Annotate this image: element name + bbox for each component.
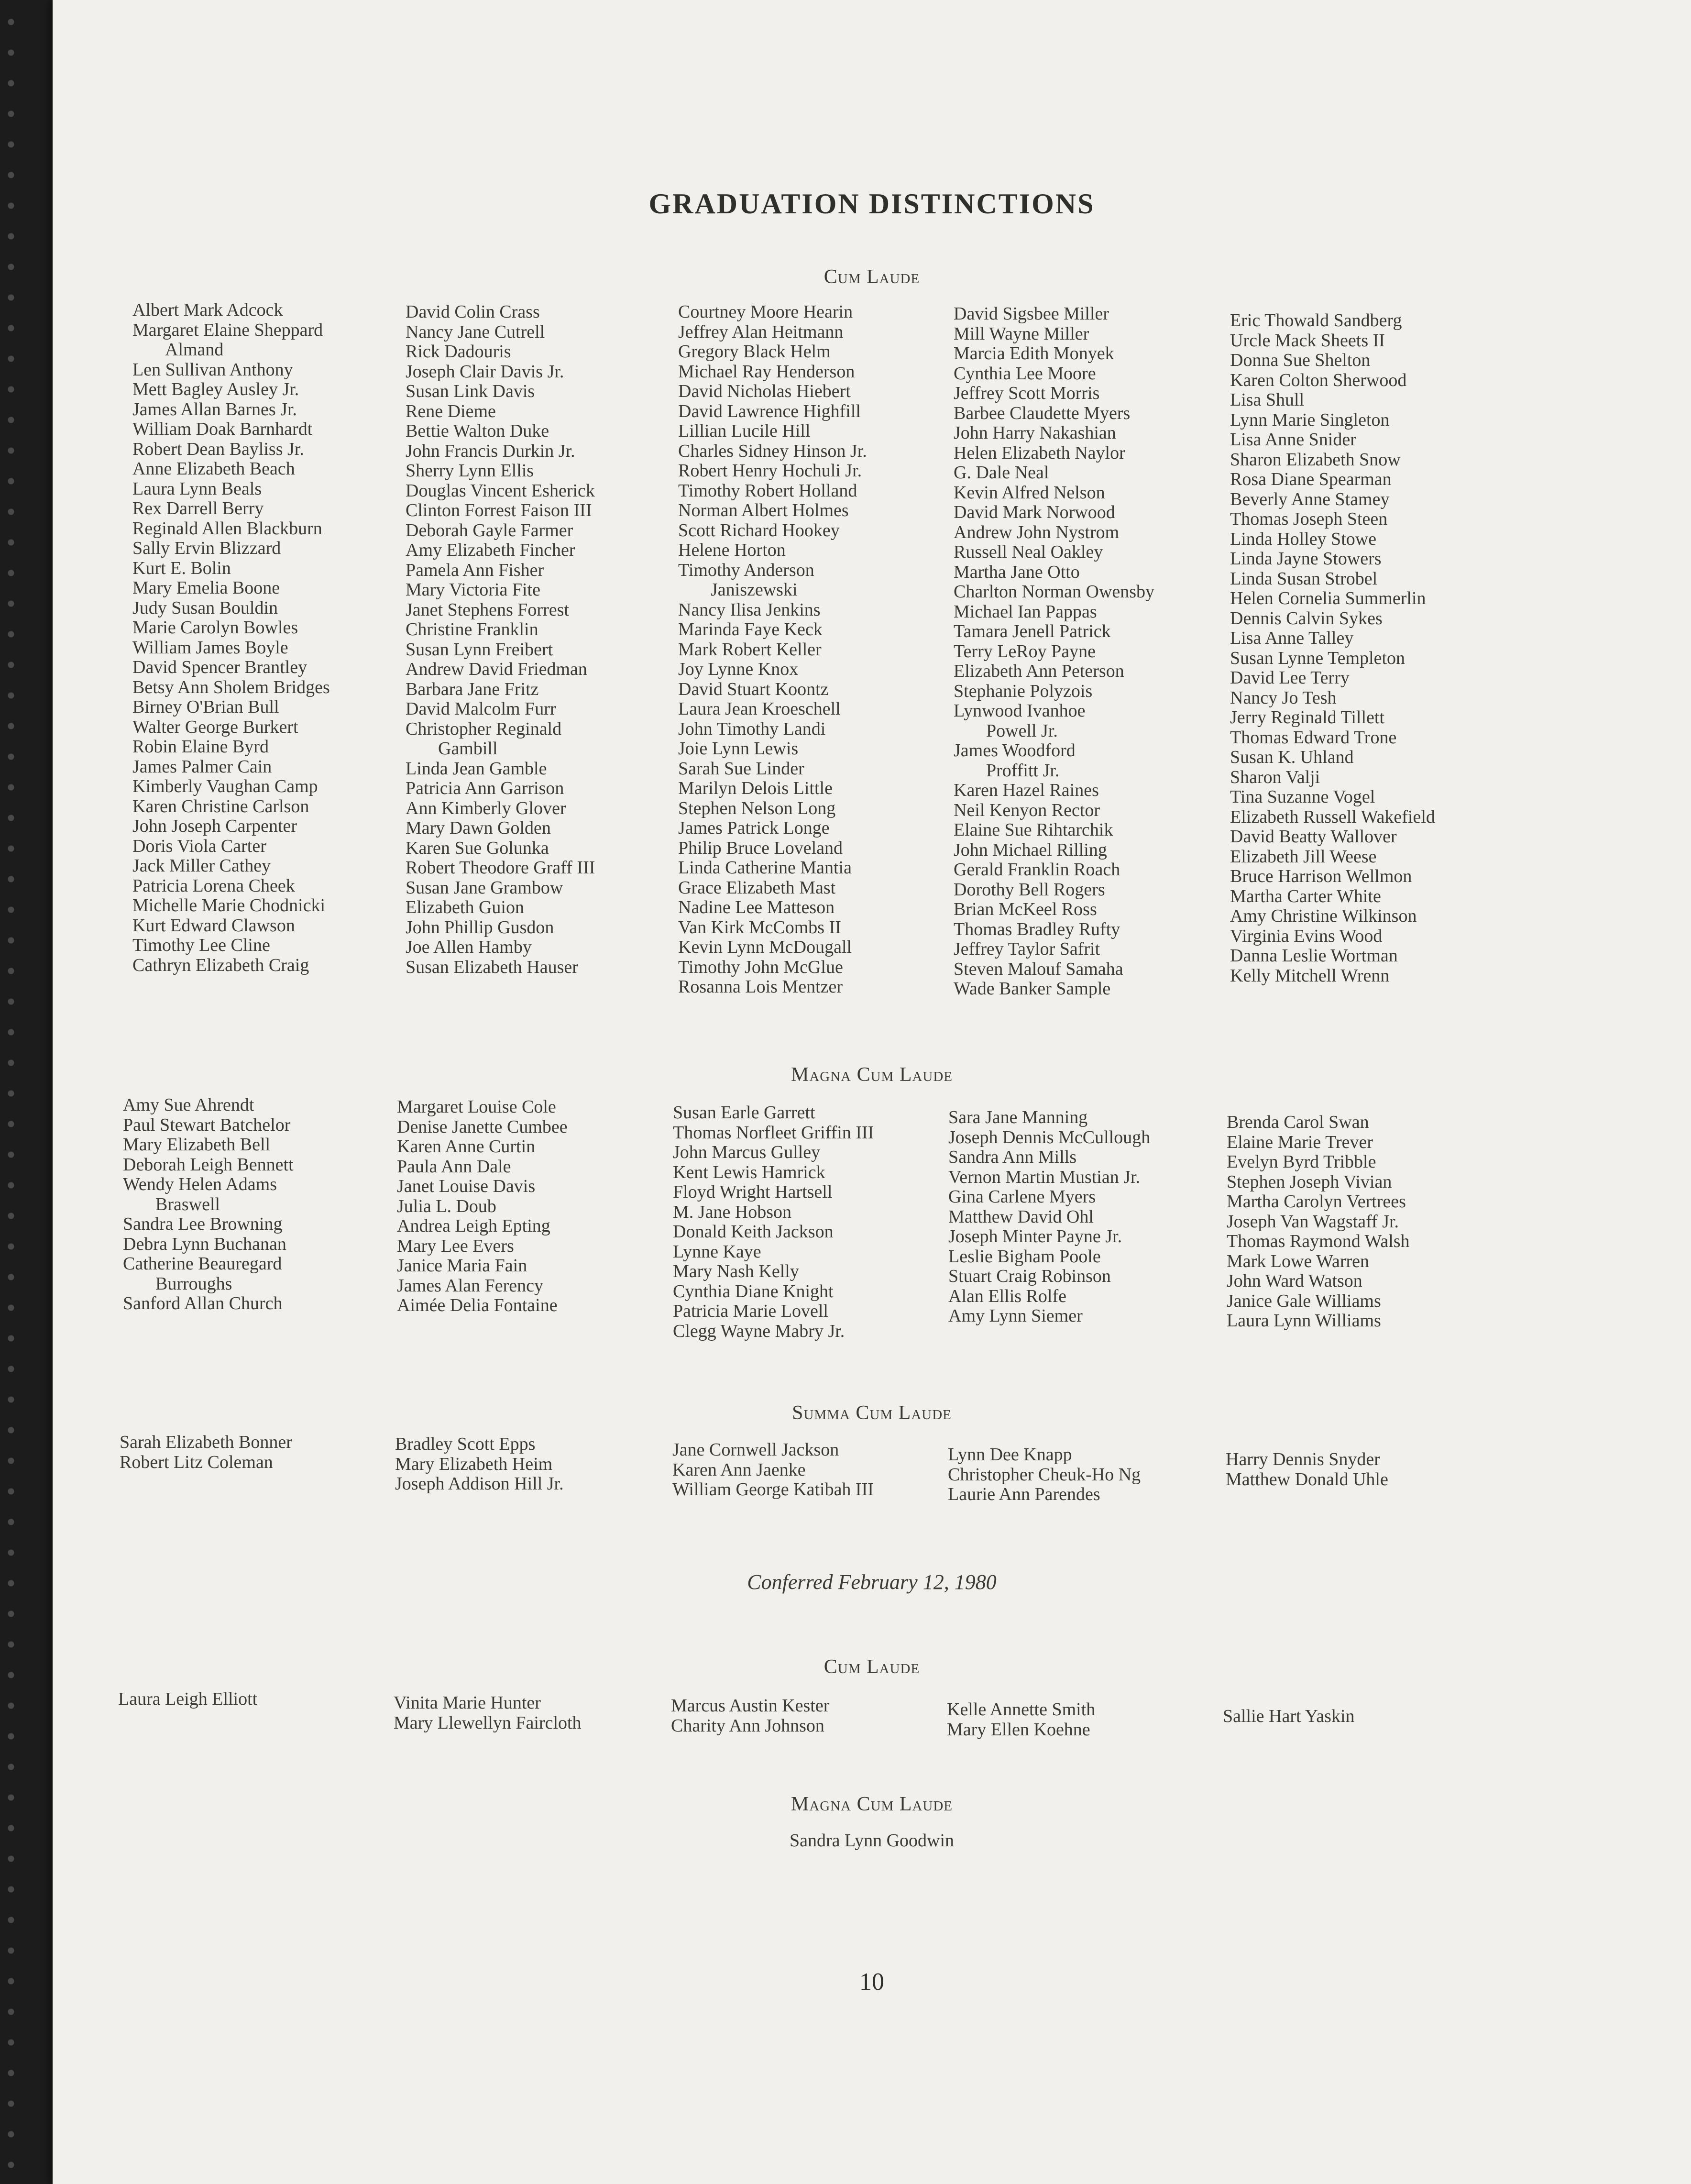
honoree-name: Lynne Kaye <box>673 1241 761 1262</box>
honoree-name: Clegg Wayne Mabry Jr. <box>673 1321 845 1341</box>
honoree-name: Clinton Forrest Faison III <box>406 500 592 520</box>
honoree-name: Kevin Alfred Nelson <box>954 482 1105 503</box>
honoree-name: Laura Leigh Elliott <box>118 1689 258 1709</box>
honoree-name: Lynwood Ivanhoe <box>954 701 1086 721</box>
honoree-name: Marinda Faye Keck <box>678 619 823 640</box>
honoree-name: Donald Keith Jackson <box>673 1222 834 1242</box>
honoree-name: Dennis Calvin Sykes <box>1230 608 1383 629</box>
honoree-name: Joseph Van Wagstaff Jr. <box>1227 1211 1399 1232</box>
honoree-name: Mark Lowe Warren <box>1227 1251 1370 1271</box>
honoree-name: Powell Jr. <box>986 720 1058 741</box>
honoree-name: Sharon Elizabeth Snow <box>1230 449 1401 470</box>
honoree-name: Kent Lewis Hamrick <box>673 1162 825 1182</box>
honoree-name: Susan Link Davis <box>406 381 535 401</box>
honoree-name: Virginia Evins Wood <box>1230 926 1383 946</box>
honoree-name: Thomas Edward Trone <box>1230 727 1397 748</box>
feb-magna-name: Sandra Lynn Goodwin <box>789 1831 955 1851</box>
honoree-name: Sandra Ann Mills <box>948 1147 1077 1167</box>
honoree-name: Rex Darrell Berry <box>132 498 264 518</box>
honoree-name: Kelle Annette Smith <box>947 1699 1096 1720</box>
honoree-name: Robert Henry Hochuli Jr. <box>678 461 862 481</box>
honoree-name: Marcia Edith Monyek <box>954 343 1114 364</box>
honoree-name: Grace Elizabeth Mast <box>678 877 836 898</box>
honoree-name: Ann Kimberly Glover <box>406 798 566 818</box>
honoree-name: David Colin Crass <box>406 302 540 322</box>
honoree-name: Sarah Sue Linder <box>678 758 804 779</box>
name-column <box>1226 1450 1493 1489</box>
honoree-name: Betsy Ann Sholem Bridges <box>132 677 330 697</box>
honoree-name: Joseph Addison Hill Jr. <box>395 1474 564 1494</box>
honoree-name: Patricia Marie Lovell <box>673 1301 828 1321</box>
honoree-name: Amy Lynn Siemer <box>948 1306 1083 1326</box>
name-column <box>406 302 673 977</box>
heading-cum-laude: Cum Laude <box>824 266 920 288</box>
honoree-name: Mary Elizabeth Heim <box>395 1454 553 1474</box>
honoree-name: Sanford Allan Church <box>123 1293 283 1313</box>
name-column <box>678 302 946 997</box>
honoree-name: Charity Ann Johnson <box>671 1715 824 1736</box>
honoree-name: Margaret Louise Cole <box>397 1097 556 1117</box>
honoree-name: Denise Janette Cumbee <box>397 1116 568 1137</box>
honoree-name: Reginald Allen Blackburn <box>132 518 322 539</box>
honoree-name: Matthew David Ohl <box>948 1206 1094 1227</box>
honoree-name: Karen Anne Curtin <box>397 1136 536 1157</box>
honoree-name: Nancy Jane Cutrell <box>406 321 545 342</box>
honoree-name: Mary Lee Evers <box>397 1235 514 1256</box>
honoree-name: Leslie Bigham Poole <box>948 1246 1101 1267</box>
honoree-name: John Phillip Gusdon <box>406 917 554 938</box>
honoree-name: Julia L. Doub <box>397 1196 496 1216</box>
honoree-name: Susan K. Uhland <box>1230 747 1354 767</box>
honoree-name: John Marcus Gulley <box>673 1142 821 1162</box>
honoree-name: Christopher Cheuk-Ho Ng <box>948 1464 1141 1485</box>
honoree-name: Susan Elizabeth Hauser <box>406 957 578 977</box>
honoree-name: Neil Kenyon Rector <box>954 800 1100 820</box>
honoree-name: Thomas Joseph Steen <box>1230 509 1388 529</box>
honoree-name: Barbara Jane Fritz <box>406 679 539 699</box>
page-title: GRADUATION DISTINCTIONS <box>648 188 1095 220</box>
honoree-name: Karen Colton Sherwood <box>1230 370 1407 390</box>
honoree-name: Jack Miller Cathey <box>132 856 271 876</box>
honoree-name: David Lee Terry <box>1230 668 1350 688</box>
honoree-name: Robert Dean Bayliss Jr. <box>132 439 304 459</box>
honoree-name: Joseph Minter Payne Jr. <box>948 1226 1122 1246</box>
honoree-name: Laura Lynn Beals <box>132 478 262 499</box>
honoree-name: Kevin Lynn McDougall <box>678 937 852 957</box>
honoree-name: Jeffrey Alan Heitmann <box>678 321 844 342</box>
honoree-name: Mary Nash Kelly <box>673 1261 799 1281</box>
honoree-name: Lynn Marie Singleton <box>1230 409 1390 430</box>
honoree-name: John Harry Nakashian <box>954 423 1116 443</box>
honoree-name: Paula Ann Dale <box>397 1156 511 1177</box>
honoree-name: Lillian Lucile Hill <box>678 421 811 441</box>
honoree-name: Mary Llewellyn Faircloth <box>394 1712 582 1733</box>
honoree-name: Patricia Ann Garrison <box>406 778 564 798</box>
honoree-name: Gambill <box>438 739 498 759</box>
honoree-name: David Stuart Koontz <box>678 679 829 699</box>
honoree-name: M. Jane Hobson <box>673 1202 792 1222</box>
honoree-name: Lisa Anne Snider <box>1230 430 1356 450</box>
honoree-name: Kurt Edward Clawson <box>132 915 295 936</box>
honoree-name: Nadine Lee Matteson <box>678 897 835 917</box>
honoree-name: James Palmer Cain <box>132 756 272 777</box>
honoree-name: Danna Leslie Wortman <box>1230 946 1398 966</box>
honoree-name: Linda Holley Stowe <box>1230 529 1377 549</box>
honoree-name: Nancy Jo Tesh <box>1230 687 1337 708</box>
honoree-name: Cynthia Lee Moore <box>954 363 1096 384</box>
honoree-name: David Malcolm Furr <box>406 699 556 719</box>
name-column <box>123 1095 391 1314</box>
honoree-name: Elizabeth Ann Peterson <box>954 661 1124 681</box>
honoree-name: Timothy Lee Cline <box>132 935 270 955</box>
honoree-name: Albert Mark Adcock <box>132 300 283 320</box>
honoree-name: Almand <box>165 340 224 360</box>
honoree-name: Cathryn Elizabeth Craig <box>132 955 309 975</box>
honoree-name: Laura Lynn Williams <box>1227 1311 1381 1331</box>
honoree-name: G. Dale Neal <box>954 463 1049 483</box>
honoree-name: Marilyn Delois Little <box>678 778 833 798</box>
honoree-name: Martha Carolyn Vertrees <box>1227 1191 1406 1212</box>
honoree-name: James Alan Ferency <box>397 1275 544 1296</box>
honoree-name: Karen Sue Golunka <box>406 838 549 858</box>
binder-punch-holes <box>4 0 18 2184</box>
honoree-name: Karen Hazel Raines <box>954 780 1099 800</box>
honoree-name: Amy Elizabeth Fincher <box>406 540 575 560</box>
honoree-name: Philip Bruce Loveland <box>678 838 843 858</box>
name-column <box>954 304 1221 999</box>
honoree-name: Thomas Bradley Rufty <box>954 919 1120 939</box>
honoree-name: Brenda Carol Swan <box>1227 1112 1369 1132</box>
honoree-name: Helen Elizabeth Naylor <box>954 442 1125 463</box>
honoree-name: Deborah Gayle Farmer <box>406 520 573 540</box>
honoree-name: Steven Malouf Samaha <box>954 959 1123 979</box>
name-column <box>1227 1113 1494 1331</box>
name-column <box>118 1689 386 1710</box>
honoree-name: Janice Maria Fain <box>397 1256 527 1276</box>
honoree-name: Urcle Mack Sheets II <box>1230 330 1385 351</box>
honoree-name: Susan Jane Grambow <box>406 877 563 898</box>
honoree-name: Sallie Hart Yaskin <box>1223 1706 1355 1726</box>
honoree-name: Charlton Norman Owensby <box>954 582 1155 602</box>
name-column <box>395 1434 663 1494</box>
honoree-name: Paul Stewart Batchelor <box>123 1114 291 1135</box>
document-page <box>53 0 1691 2184</box>
honoree-name: William Doak Barnhardt <box>132 419 313 439</box>
honoree-name: Rene Dieme <box>406 401 496 421</box>
name-column <box>672 1440 940 1500</box>
honoree-name: Bettie Walton Duke <box>406 421 549 441</box>
honoree-name: Janiszewski <box>711 580 798 600</box>
honoree-name: Martha Carter White <box>1230 886 1381 906</box>
honoree-name: Timothy John McGlue <box>678 957 843 977</box>
honoree-name: Janet Stephens Forrest <box>406 599 569 620</box>
name-column <box>947 1700 1215 1740</box>
name-column <box>671 1696 939 1736</box>
honoree-name: Sandra Lee Browning <box>123 1214 283 1234</box>
honoree-name: Lisa Shull <box>1230 390 1305 410</box>
honoree-name: Terry LeRoy Payne <box>954 641 1096 662</box>
honoree-name: Joseph Clair Davis Jr. <box>406 361 564 382</box>
honoree-name: Elaine Marie Trever <box>1227 1132 1373 1152</box>
honoree-name: James Woodford <box>954 740 1076 761</box>
honoree-name: Birney O'Brian Bull <box>132 697 279 717</box>
honoree-name: Karen Christine Carlson <box>132 796 309 816</box>
honoree-name: James Patrick Longe <box>678 818 830 838</box>
honoree-name: Marie Carolyn Bowles <box>132 618 298 638</box>
honoree-name: William George Katibah III <box>672 1479 874 1500</box>
honoree-name: Michael Ray Henderson <box>678 361 855 382</box>
honoree-name: Michelle Marie Chodnicki <box>132 895 326 916</box>
name-column <box>1230 311 1498 986</box>
honoree-name: Deborah Leigh Bennett <box>123 1154 294 1175</box>
honoree-name: Susan Lynne Templeton <box>1230 648 1406 668</box>
honoree-name: Lynn Dee Knapp <box>948 1445 1072 1465</box>
honoree-name: Janice Gale Williams <box>1227 1291 1381 1311</box>
honoree-name: Catherine Beauregard <box>123 1254 282 1274</box>
honoree-name: Mett Bagley Ausley Jr. <box>132 379 299 399</box>
honoree-name: Vernon Martin Mustian Jr. <box>948 1167 1141 1187</box>
honoree-name: Bruce Harrison Wellmon <box>1230 866 1412 886</box>
honoree-name: Wade Banker Sample <box>954 979 1111 999</box>
honoree-name: Rick Dadouris <box>406 342 511 362</box>
honoree-name: Eric Thowald Sandberg <box>1230 310 1402 331</box>
honoree-name: Mary Emelia Boone <box>132 578 280 598</box>
name-column <box>132 300 400 975</box>
honoree-name: Andrew David Friedman <box>406 659 587 679</box>
honoree-name: Rosa Diane Spearman <box>1230 469 1392 489</box>
honoree-name: Doris Viola Carter <box>132 836 266 856</box>
honoree-name: Marcus Austin Kester <box>671 1696 830 1716</box>
honoree-name: Andrea Leigh Epting <box>397 1216 550 1236</box>
honoree-name: Helene Horton <box>678 540 786 560</box>
honoree-name: David Lawrence Highfill <box>678 401 861 421</box>
honoree-name: Nancy Ilisa Jenkins <box>678 599 821 620</box>
honoree-name: Courtney Moore Hearin <box>678 302 853 322</box>
honoree-name: Harry Dennis Snyder <box>1226 1449 1380 1469</box>
honoree-name: Floyd Wright Hartsell <box>673 1182 833 1202</box>
honoree-name: Gerald Franklin Roach <box>954 860 1120 880</box>
honoree-name: Linda Catherine Mantia <box>678 858 852 878</box>
honoree-name: Susan Earle Garrett <box>673 1103 815 1123</box>
honoree-name: Andrew John Nystrom <box>954 522 1120 542</box>
honoree-name: Beverly Anne Stamey <box>1230 489 1390 509</box>
honoree-name: Stephanie Polyzois <box>954 681 1093 701</box>
honoree-name: Lisa Anne Talley <box>1230 628 1354 648</box>
honoree-name: David Beatty Wallover <box>1230 827 1397 847</box>
honoree-name: Helen Cornelia Summerlin <box>1230 588 1426 608</box>
honoree-name: Barbee Claudette Myers <box>954 403 1131 423</box>
honoree-name: Robert Theodore Graff III <box>406 858 595 878</box>
honoree-name: Margaret Elaine Sheppard <box>132 320 323 340</box>
heading-feb-magna-cum-laude: Magna Cum Laude <box>791 1793 953 1815</box>
honoree-name: Susan Lynn Freibert <box>406 639 553 660</box>
honoree-name: Karen Ann Jaenke <box>672 1459 806 1480</box>
honoree-name: Judy Susan Bouldin <box>132 597 278 618</box>
honoree-name: David Nicholas Hiebert <box>678 381 851 401</box>
honoree-name: Anne Elizabeth Beach <box>132 459 295 479</box>
honoree-name: John Joseph Carpenter <box>132 816 297 836</box>
honoree-name: John Ward Watson <box>1227 1271 1362 1291</box>
honoree-name: Kurt E. Bolin <box>132 558 231 578</box>
honoree-name: Aimée Delia Fontaine <box>397 1295 558 1315</box>
honoree-name: Sharon Valji <box>1230 767 1320 787</box>
honoree-name: Mark Robert Keller <box>678 639 822 660</box>
honoree-name: Mary Victoria Fite <box>406 580 540 600</box>
heading-feb-cum-laude: Cum Laude <box>824 1656 920 1678</box>
honoree-name: Donna Sue Shelton <box>1230 350 1371 370</box>
honoree-name: Brian McKeel Ross <box>954 899 1097 919</box>
honoree-name: Mary Elizabeth Bell <box>123 1135 271 1155</box>
honoree-name: Sara Jane Manning <box>948 1107 1088 1127</box>
honoree-name: Len Sullivan Anthony <box>132 359 293 380</box>
honoree-name: Walter George Burkert <box>132 717 298 737</box>
honoree-name: Elaine Sue Rihtarchik <box>954 820 1113 840</box>
honoree-name: Joe Allen Hamby <box>406 937 532 957</box>
honoree-name: James Allan Barnes Jr. <box>132 399 297 419</box>
name-column <box>948 1108 1216 1326</box>
honoree-name: Proffitt Jr. <box>986 760 1060 781</box>
honoree-name: Stephen Joseph Vivian <box>1227 1171 1392 1192</box>
honoree-name: Timothy Robert Holland <box>678 480 857 501</box>
honoree-name: Van Kirk McCombs II <box>678 917 841 938</box>
honoree-name: Michael Ian Pappas <box>954 601 1097 622</box>
honoree-name: Wendy Helen Adams <box>123 1174 277 1194</box>
honoree-name: Vinita Marie Hunter <box>394 1693 541 1713</box>
honoree-name: Martha Jane Otto <box>954 562 1080 582</box>
honoree-name: Jerry Reginald Tillett <box>1230 707 1384 728</box>
honoree-name: Elizabeth Russell Wakefield <box>1230 806 1435 827</box>
honoree-name: Tina Suzanne Vogel <box>1230 787 1375 807</box>
honoree-name: Mary Dawn Golden <box>406 818 551 838</box>
honoree-name: Kelly Mitchell Wrenn <box>1230 965 1390 986</box>
honoree-name: Laura Jean Kroeschell <box>678 699 841 719</box>
name-column <box>948 1445 1216 1505</box>
honoree-name: Linda Jean Gamble <box>406 758 547 779</box>
honoree-name: Jeffrey Scott Morris <box>954 383 1100 403</box>
honoree-name: Alan Ellis Rolfe <box>948 1286 1066 1306</box>
honoree-name: David Spencer Brantley <box>132 657 307 677</box>
honoree-name: Gina Carlene Myers <box>948 1187 1096 1207</box>
honoree-name: Norman Albert Holmes <box>678 500 849 520</box>
honoree-name: Bradley Scott Epps <box>395 1434 536 1454</box>
honoree-name: Timothy Anderson <box>678 560 814 580</box>
name-column <box>397 1097 665 1316</box>
honoree-name: John Timothy Landi <box>678 718 826 739</box>
honoree-name: Dorothy Bell Rogers <box>954 879 1105 900</box>
honoree-name: Elizabeth Jill Weese <box>1230 846 1377 867</box>
heading-magna-cum-laude: Magna Cum Laude <box>791 1064 953 1086</box>
honoree-name: Amy Sue Ahrendt <box>123 1095 254 1115</box>
honoree-name: Pamela Ann Fisher <box>406 560 544 580</box>
honoree-name: William James Boyle <box>132 637 288 658</box>
honoree-name: Douglas Vincent Esherick <box>406 480 595 501</box>
honoree-name: Mill Wayne Miller <box>954 323 1089 344</box>
name-column <box>394 1693 661 1733</box>
honoree-name: Patricia Lorena Cheek <box>132 875 295 896</box>
honoree-name: Sally Ervin Blizzard <box>132 538 281 558</box>
honoree-name: Thomas Raymond Walsh <box>1227 1231 1410 1251</box>
name-column <box>120 1433 387 1472</box>
heading-summa-cum-laude: Summa Cum Laude <box>792 1402 952 1424</box>
honoree-name: Mary Ellen Koehne <box>947 1719 1090 1740</box>
honoree-name: Janet Louise Davis <box>397 1176 536 1196</box>
honoree-name: Robin Elaine Byrd <box>132 737 269 757</box>
honoree-name: David Mark Norwood <box>954 502 1115 522</box>
honoree-name: Sarah Elizabeth Bonner <box>120 1432 292 1452</box>
honoree-name: Stephen Nelson Long <box>678 798 836 818</box>
honoree-name: Stuart Craig Robinson <box>948 1266 1111 1286</box>
honoree-name: Charles Sidney Hinson Jr. <box>678 441 867 461</box>
honoree-name: Jane Cornwell Jackson <box>672 1440 839 1460</box>
honoree-name: Braswell <box>155 1194 220 1214</box>
honoree-name: Thomas Norfleet Griffin III <box>673 1122 874 1143</box>
honoree-name: Scott Richard Hookey <box>678 520 840 540</box>
honoree-name: Evelyn Byrd Tribble <box>1227 1152 1376 1172</box>
honoree-name: Christine Franklin <box>406 619 538 640</box>
honoree-name: Joy Lynne Knox <box>678 659 799 679</box>
honoree-name: Joie Lynn Lewis <box>678 739 799 759</box>
honoree-name: Laurie Ann Parendes <box>948 1484 1100 1504</box>
honoree-name: Elizabeth Guion <box>406 897 524 917</box>
conferred-date-note: Conferred February 12, 1980 <box>747 1570 997 1594</box>
name-column <box>1223 1707 1491 1727</box>
honoree-name: John Michael Rilling <box>954 839 1107 860</box>
honoree-name: Jeffrey Taylor Safrit <box>954 939 1100 959</box>
honoree-name: Gregory Black Helm <box>678 342 831 362</box>
page-number: 10 <box>859 1968 884 1996</box>
honoree-name: Amy Christine Wilkinson <box>1230 906 1417 926</box>
honoree-name: Debra Lynn Buchanan <box>123 1234 286 1254</box>
honoree-name: Joseph Dennis McCullough <box>948 1127 1151 1147</box>
name-column <box>673 1103 941 1341</box>
honoree-name: Christopher Reginald <box>406 718 562 739</box>
honoree-name: Linda Susan Strobel <box>1230 568 1378 589</box>
honoree-name: Robert Litz Coleman <box>120 1452 273 1472</box>
honoree-name: David Sigsbee Miller <box>954 304 1109 324</box>
honoree-name: Burroughs <box>155 1273 232 1294</box>
honoree-name: Matthew Donald Uhle <box>1226 1469 1388 1489</box>
honoree-name: Tamara Jenell Patrick <box>954 621 1111 641</box>
honoree-name: Kimberly Vaughan Camp <box>132 776 318 796</box>
honoree-name: Rosanna Lois Mentzer <box>678 977 843 997</box>
honoree-name: Russell Neal Oakley <box>954 542 1103 562</box>
honoree-name: John Francis Durkin Jr. <box>406 441 575 461</box>
honoree-name: Linda Jayne Stowers <box>1230 549 1382 569</box>
honoree-name: Sherry Lynn Ellis <box>406 461 534 481</box>
honoree-name: Cynthia Diane Knight <box>673 1281 834 1302</box>
